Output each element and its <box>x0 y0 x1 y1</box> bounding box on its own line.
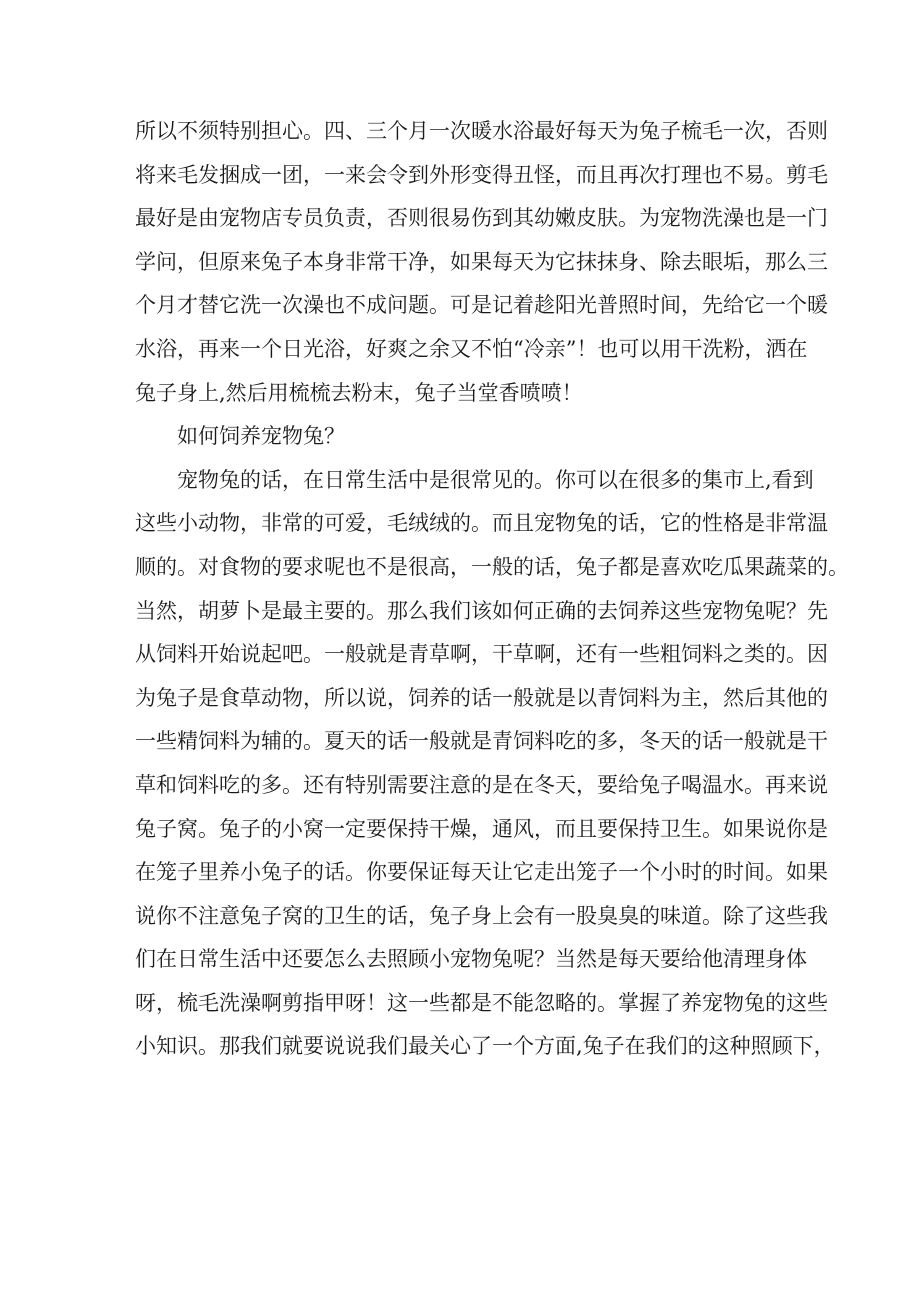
paragraph-2-line: 从饲料开始说起吧。一般就是青草啊，干草啊，还有一些粗饲料之类的。因 <box>135 642 828 667</box>
paragraph-2-line: 一些精饲料为辅的。夏天的话一般就是青饲料吃的多，冬天的话一般就是干 <box>135 729 828 754</box>
paragraph-2-line: 兔子窝。兔子的小窝一定要保持干燥，通风，而且要保持卫生。如果说你是 <box>135 816 828 841</box>
paragraph-2-line: 们在日常生活中还要怎么去照顾小宠物兔呢？当然是每天要给他清理身体 <box>135 947 807 972</box>
paragraph-1 <box>135 110 828 415</box>
paragraph-1-line: 将来毛发捆成一团，一来会令到外形变得丑怪，而且再次打理也不易。剪毛 <box>135 162 828 187</box>
paragraph-1-line: 水浴，再来一个日光浴，好爽之余又不怕“冷亲”！也可以用干洗粉，洒在 <box>135 336 808 361</box>
paragraph-2-line: 草和饲料吃的多。还有特别需要注意的是在冬天，要给兔子喝温水。再来说 <box>135 772 828 797</box>
paragraph-2 <box>135 459 849 1069</box>
paragraph-1-line: 学问，但原来兔子本身非常干净，如果每天为它抹抹身、除去眼垢，那么三 <box>135 249 828 274</box>
paragraph-1-line: 兔子身上,然后用梳梳去粉末，兔子当堂香喷喷！ <box>135 380 583 405</box>
paragraph-2-line: 为兔子是食草动物，所以说，饲养的话一般就是以青饲料为主，然后其他的 <box>135 685 828 710</box>
paragraph-2-line: 宠物兔的话，在日常生活中是很常见的。你可以在很多的集市上,看到 <box>177 467 814 492</box>
paragraph-2-line: 呀，梳毛洗澡啊剪指甲呀！这一些都是不能忽略的。掌握了养宠物兔的这些 <box>135 990 828 1015</box>
paragraph-1-line: 所以不须特别担心。四、三个月一次暖水浴最好每天为兔子梳毛一次，否则 <box>135 119 828 143</box>
document-body <box>135 110 849 1069</box>
paragraph-2-line: 在笼子里养小兔子的话。你要保证每天让它走出笼子一个小时的时间。如果 <box>135 860 828 885</box>
section-heading: 如何饲养宠物兔？ <box>177 424 345 449</box>
paragraph-2-line: 顺的。对食物的要求呢也不是很高，一般的话，兔子都是喜欢吃瓜果蔬菜的。 <box>135 554 849 579</box>
paragraph-1-line: 最好是由宠物店专员负责，否则很易伤到其幼嫩皮肤。为宠物洗澡也是一门 <box>135 206 828 231</box>
paragraph-2-line: 这些小动物，非常的可爱，毛绒绒的。而且宠物兔的话，它的性格是非常温 <box>135 511 828 536</box>
paragraph-2-line: 小知识。那我们就要说说我们最关心了一个方面,兔子在我们的这种照顾下， <box>135 1034 835 1059</box>
paragraph-1-line: 个月才替它洗一次澡也不成问题。可是记着趁阳光普照时间，先给它一个暖 <box>135 293 828 318</box>
paragraph-2-line: 当然，胡萝卜是最主要的。那么我们该如何正确的去饲养这些宠物兔呢？先 <box>135 598 828 623</box>
paragraph-2-line: 说你不注意兔子窝的卫生的话，兔子身上会有一股臭臭的味道。除了这些我 <box>135 903 828 928</box>
